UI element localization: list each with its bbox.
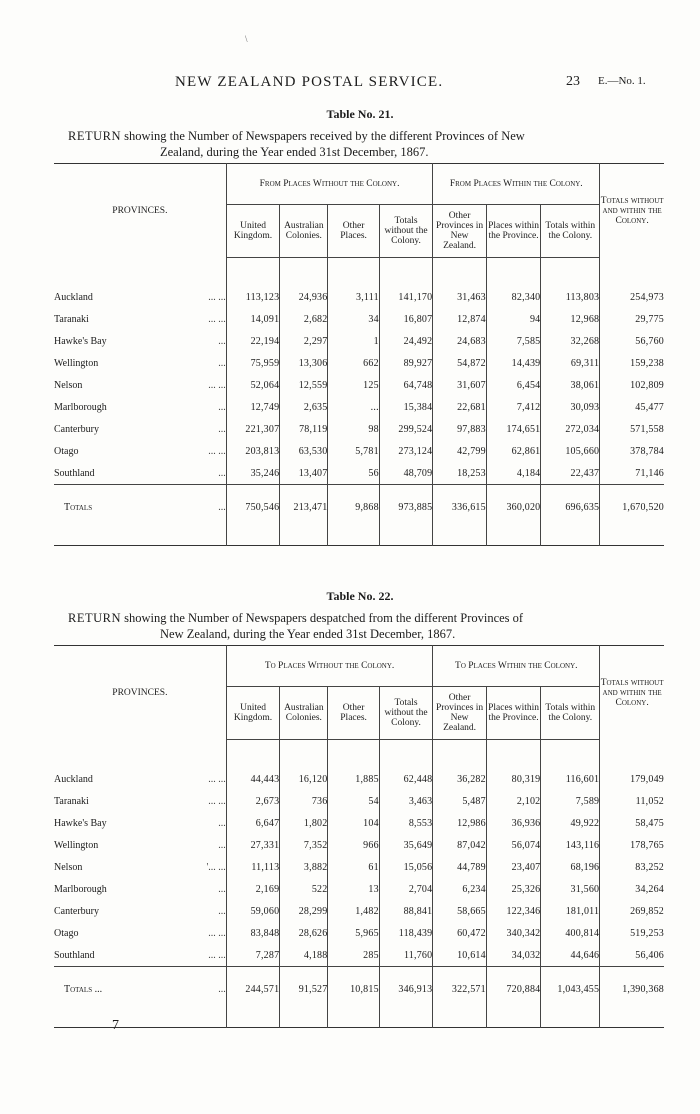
value-cell: 83,252 <box>600 856 664 878</box>
value-cell: 29,775 <box>600 308 664 330</box>
value-cell: 44,646 <box>541 944 600 967</box>
value-cell: 7,412 <box>486 396 541 418</box>
table-row <box>54 856 664 878</box>
value-cell: 571,558 <box>600 418 664 440</box>
table-row <box>54 944 664 967</box>
province-name: Canterbury <box>54 423 99 435</box>
value-cell: 58,475 <box>600 812 664 834</box>
col-totals-without: Totals without the Colony. <box>379 205 433 258</box>
province-name: Wellington <box>54 357 99 369</box>
value-cell: 2,635 <box>280 396 328 418</box>
leader-dots: ... <box>167 485 226 530</box>
value-cell: 1 <box>328 330 379 352</box>
table-row <box>54 330 664 352</box>
value-cell: 14,091 <box>226 308 280 330</box>
value-cell: 69,311 <box>541 352 600 374</box>
province-name: Wellington <box>54 839 99 851</box>
value-cell: 203,813 <box>226 440 280 462</box>
value-cell: 7,287 <box>226 944 280 967</box>
value-cell: 6,454 <box>486 374 541 396</box>
value-cell: 75,959 <box>226 352 280 374</box>
value-cell: 62,861 <box>486 440 541 462</box>
value-cell: 113,123 <box>226 286 280 308</box>
col-totals-within: Totals within the Colony. <box>541 687 600 740</box>
province-name: Canterbury <box>54 905 99 917</box>
value-cell: 44,443 <box>226 768 280 790</box>
value-cell: 1,670,520 <box>600 485 664 530</box>
value-cell: 32,268 <box>541 330 600 352</box>
table22-caption <box>0 589 700 642</box>
value-cell: 12,874 <box>433 308 487 330</box>
province-name: Otago <box>54 927 79 939</box>
value-cell: 94 <box>486 308 541 330</box>
value-cell: 59,060 <box>226 900 280 922</box>
table-row <box>54 374 664 396</box>
value-cell: 1,802 <box>280 812 328 834</box>
value-cell: 5,965 <box>328 922 379 944</box>
value-cell: 35,246 <box>226 462 280 485</box>
col-other-provinces: Other Provinces in New Zealand. <box>433 687 487 740</box>
leader-dots: ... ... <box>208 949 226 961</box>
value-cell: 15,384 <box>379 396 433 418</box>
province-name: Hawke's Bay <box>54 335 107 347</box>
provinces-header: PROVINCES. <box>112 687 168 698</box>
page-title: NEW ZEALAND POSTAL SERVICE. <box>175 74 444 90</box>
leader-dots: ... ... <box>208 795 226 807</box>
value-cell: 14,439 <box>486 352 541 374</box>
value-cell: 400,814 <box>541 922 600 944</box>
table22-number: Table No. 22. <box>326 589 394 603</box>
value-cell: 28,299 <box>280 900 328 922</box>
value-cell: 5,487 <box>433 790 487 812</box>
value-cell: 54,872 <box>433 352 487 374</box>
value-cell: 285 <box>328 944 379 967</box>
totals-row <box>54 485 664 530</box>
leader-dots: ... <box>218 817 226 829</box>
province-name: Nelson <box>54 861 83 873</box>
value-cell: 299,524 <box>379 418 433 440</box>
value-cell: 141,170 <box>379 286 433 308</box>
stray-mark: \ <box>245 34 248 44</box>
page-number: 23 <box>566 74 580 89</box>
value-cell: 30,093 <box>541 396 600 418</box>
value-cell: 31,607 <box>433 374 487 396</box>
group-header-within: From Places Within the Colony. <box>433 164 600 205</box>
value-cell: 244,571 <box>226 967 280 1012</box>
value-cell: 9,868 <box>328 485 379 530</box>
value-cell: 71,146 <box>600 462 664 485</box>
value-cell: 322,571 <box>433 967 487 1012</box>
value-cell: 56,406 <box>600 944 664 967</box>
return-word: RETURN <box>68 611 121 625</box>
table-tail <box>54 529 664 546</box>
value-cell: 7,585 <box>486 330 541 352</box>
totals-row <box>54 967 664 1012</box>
col-places-within: Places within the Province. <box>486 205 541 258</box>
value-cell: 122,346 <box>486 900 541 922</box>
group-header-without: To Places Without the Colony. <box>226 646 433 687</box>
table-row <box>54 900 664 922</box>
table-row <box>54 878 664 900</box>
value-cell: ... <box>328 396 379 418</box>
table-row <box>54 286 664 308</box>
value-cell: 105,660 <box>541 440 600 462</box>
value-cell: 91,527 <box>280 967 328 1012</box>
value-cell: 178,765 <box>600 834 664 856</box>
table21-return-line2: Zealand, during the Year ended 31st December, 1867. <box>160 145 429 159</box>
province-name: Otago <box>54 445 79 457</box>
totals-all-header: Totals without and within the Colony. <box>600 646 664 740</box>
value-cell: 346,913 <box>379 967 433 1012</box>
value-cell: 11,113 <box>226 856 280 878</box>
value-cell: 159,238 <box>600 352 664 374</box>
value-cell: 28,626 <box>280 922 328 944</box>
province-name: Auckland <box>54 773 93 785</box>
value-cell: 58,665 <box>433 900 487 922</box>
value-cell: 662 <box>328 352 379 374</box>
value-cell: 24,683 <box>433 330 487 352</box>
table22-return-line1: showing the Number of Newspapers despatched from the different Provinces of <box>124 611 524 625</box>
leader-dots: '... ... <box>206 861 226 873</box>
col-australian-colonies: Australian Colonies. <box>280 205 328 258</box>
value-cell: 272,034 <box>541 418 600 440</box>
province-name: Taranaki <box>54 313 89 325</box>
province-name: Southland <box>54 467 95 479</box>
value-cell: 118,439 <box>379 922 433 944</box>
value-cell: 1,390,368 <box>600 967 664 1012</box>
value-cell: 16,120 <box>280 768 328 790</box>
value-cell: 61 <box>328 856 379 878</box>
value-cell: 34 <box>328 308 379 330</box>
value-cell: 720,884 <box>486 967 541 1012</box>
province-name: Marlborough <box>54 401 107 413</box>
province-name: Totals <box>54 485 167 530</box>
value-cell: 340,342 <box>486 922 541 944</box>
value-cell: 44,789 <box>433 856 487 878</box>
table21-caption <box>0 107 700 160</box>
table-row <box>54 768 664 790</box>
table21-number: Table No. 21. <box>326 107 394 121</box>
value-cell: 750,546 <box>226 485 280 530</box>
provinces-header: PROVINCES. <box>112 205 168 216</box>
leader-dots: ... ... <box>208 291 226 303</box>
value-cell: 48,709 <box>379 462 433 485</box>
leader-dots: ... ... <box>208 379 226 391</box>
value-cell: 254,973 <box>600 286 664 308</box>
value-cell: 31,463 <box>433 286 487 308</box>
province-name: Southland <box>54 949 95 961</box>
value-cell: 6,234 <box>433 878 487 900</box>
value-cell: 113,803 <box>541 286 600 308</box>
table21-return-line1: showing the Number of Newspapers received by the different Provinces of New <box>124 129 525 143</box>
value-cell: 22,194 <box>226 330 280 352</box>
value-cell: 11,052 <box>600 790 664 812</box>
table22-return-text <box>0 610 700 642</box>
leader-dots: ... <box>218 335 226 347</box>
value-cell: 12,968 <box>541 308 600 330</box>
col-united-kingdom: United Kingdom. <box>226 205 280 258</box>
value-cell: 179,049 <box>600 768 664 790</box>
value-cell: 22,437 <box>541 462 600 485</box>
value-cell: 125 <box>328 374 379 396</box>
value-cell: 2,297 <box>280 330 328 352</box>
value-cell: 273,124 <box>379 440 433 462</box>
province-name: Taranaki <box>54 795 89 807</box>
leader-dots: ... ... <box>208 773 226 785</box>
document-reference: E.—No. 1. <box>598 75 646 87</box>
value-cell: 2,102 <box>486 790 541 812</box>
leader-dots: ... <box>167 967 226 1012</box>
value-cell: 336,615 <box>433 485 487 530</box>
value-cell: 80,319 <box>486 768 541 790</box>
leader-dots: ... ... <box>208 313 226 325</box>
value-cell: 143,116 <box>541 834 600 856</box>
table-row <box>54 834 664 856</box>
totals-all-header: Totals without and within the Colony. <box>600 164 664 258</box>
leader-dots: ... <box>218 467 226 479</box>
value-cell: 82,340 <box>486 286 541 308</box>
leader-dots: ... ... <box>208 927 226 939</box>
col-australian-colonies: Australian Colonies. <box>280 687 328 740</box>
value-cell: 104 <box>328 812 379 834</box>
value-cell: 11,760 <box>379 944 433 967</box>
table22-body <box>54 768 664 1028</box>
table21 <box>54 163 664 546</box>
col-other-places: Other Places. <box>328 687 379 740</box>
value-cell: 2,169 <box>226 878 280 900</box>
value-cell: 221,307 <box>226 418 280 440</box>
value-cell: 13,407 <box>280 462 328 485</box>
value-cell: 13 <box>328 878 379 900</box>
leader-dots: ... <box>218 401 226 413</box>
value-cell: 378,784 <box>600 440 664 462</box>
value-cell: 2,704 <box>379 878 433 900</box>
value-cell: 10,815 <box>328 967 379 1012</box>
table22 <box>54 645 664 1028</box>
value-cell: 45,477 <box>600 396 664 418</box>
leader-dots: ... <box>218 883 226 895</box>
leader-dots: ... <box>218 905 226 917</box>
return-word: RETURN <box>68 129 121 143</box>
group-header-within: To Places Within the Colony. <box>433 646 600 687</box>
value-cell: 7,589 <box>541 790 600 812</box>
value-cell: 181,011 <box>541 900 600 922</box>
value-cell: 696,635 <box>541 485 600 530</box>
value-cell: 36,936 <box>486 812 541 834</box>
province-name: Auckland <box>54 291 93 303</box>
value-cell: 24,492 <box>379 330 433 352</box>
value-cell: 87,042 <box>433 834 487 856</box>
col-other-places: Other Places. <box>328 205 379 258</box>
value-cell: 174,651 <box>486 418 541 440</box>
value-cell: 62,448 <box>379 768 433 790</box>
province-name: Marlborough <box>54 883 107 895</box>
value-cell: 4,188 <box>280 944 328 967</box>
value-cell: 15,056 <box>379 856 433 878</box>
value-cell: 269,852 <box>600 900 664 922</box>
province-name: Hawke's Bay <box>54 817 107 829</box>
value-cell: 8,553 <box>379 812 433 834</box>
col-other-provinces: Other Provinces in New Zealand. <box>433 205 487 258</box>
value-cell: 49,922 <box>541 812 600 834</box>
value-cell: 12,749 <box>226 396 280 418</box>
value-cell: 34,264 <box>600 878 664 900</box>
value-cell: 116,601 <box>541 768 600 790</box>
value-cell: 38,061 <box>541 374 600 396</box>
value-cell: 23,407 <box>486 856 541 878</box>
value-cell: 22,681 <box>433 396 487 418</box>
table-row <box>54 812 664 834</box>
value-cell: 3,463 <box>379 790 433 812</box>
value-cell: 2,673 <box>226 790 280 812</box>
value-cell: 24,936 <box>280 286 328 308</box>
value-cell: 18,253 <box>433 462 487 485</box>
value-cell: 2,682 <box>280 308 328 330</box>
col-totals-without: Totals without the Colony. <box>379 687 433 740</box>
col-totals-within: Totals within the Colony. <box>541 205 600 258</box>
value-cell: 56 <box>328 462 379 485</box>
value-cell: 360,020 <box>486 485 541 530</box>
value-cell: 1,043,455 <box>541 967 600 1012</box>
value-cell: 63,530 <box>280 440 328 462</box>
table-row <box>54 396 664 418</box>
value-cell: 54 <box>328 790 379 812</box>
table-row <box>54 440 664 462</box>
value-cell: 519,253 <box>600 922 664 944</box>
value-cell: 12,559 <box>280 374 328 396</box>
value-cell: 5,781 <box>328 440 379 462</box>
value-cell: 25,326 <box>486 878 541 900</box>
col-united-kingdom: United Kingdom. <box>226 687 280 740</box>
value-cell: 31,560 <box>541 878 600 900</box>
table-row <box>54 462 664 485</box>
value-cell: 83,848 <box>226 922 280 944</box>
table-row <box>54 418 664 440</box>
value-cell: 7,352 <box>280 834 328 856</box>
value-cell: 736 <box>280 790 328 812</box>
value-cell: 102,809 <box>600 374 664 396</box>
value-cell: 3,111 <box>328 286 379 308</box>
value-cell: 13,306 <box>280 352 328 374</box>
province-name: Nelson <box>54 379 83 391</box>
value-cell: 56,760 <box>600 330 664 352</box>
signature-mark: 7 <box>112 1018 119 1033</box>
value-cell: 88,841 <box>379 900 433 922</box>
leader-dots: ... <box>218 839 226 851</box>
value-cell: 64,748 <box>379 374 433 396</box>
running-head <box>0 74 700 94</box>
table-row <box>54 308 664 330</box>
value-cell: 966 <box>328 834 379 856</box>
group-header-without: From Places Without the Colony. <box>226 164 433 205</box>
table21-return-text <box>0 128 700 160</box>
table22-return-line2: New Zealand, during the Year ended 31st December, 1867. <box>160 627 456 641</box>
table21-body <box>54 286 664 546</box>
table-tail <box>54 1011 664 1028</box>
value-cell: 60,472 <box>433 922 487 944</box>
province-name: Totals ... <box>54 967 167 1012</box>
value-cell: 89,927 <box>379 352 433 374</box>
value-cell: 42,799 <box>433 440 487 462</box>
leader-dots: ... <box>218 423 226 435</box>
value-cell: 213,471 <box>280 485 328 530</box>
value-cell: 35,649 <box>379 834 433 856</box>
value-cell: 98 <box>328 418 379 440</box>
value-cell: 522 <box>280 878 328 900</box>
value-cell: 56,074 <box>486 834 541 856</box>
value-cell: 10,614 <box>433 944 487 967</box>
value-cell: 78,119 <box>280 418 328 440</box>
value-cell: 52,064 <box>226 374 280 396</box>
table-row <box>54 352 664 374</box>
col-places-within: Places within the Province. <box>486 687 541 740</box>
value-cell: 12,986 <box>433 812 487 834</box>
value-cell: 68,196 <box>541 856 600 878</box>
value-cell: 6,647 <box>226 812 280 834</box>
leader-dots: ... <box>218 357 226 369</box>
value-cell: 973,885 <box>379 485 433 530</box>
value-cell: 34,032 <box>486 944 541 967</box>
value-cell: 3,882 <box>280 856 328 878</box>
value-cell: 16,807 <box>379 308 433 330</box>
value-cell: 36,282 <box>433 768 487 790</box>
value-cell: 4,184 <box>486 462 541 485</box>
table-row <box>54 790 664 812</box>
value-cell: 1,482 <box>328 900 379 922</box>
table-row <box>54 922 664 944</box>
leader-dots: ... ... <box>208 445 226 457</box>
value-cell: 27,331 <box>226 834 280 856</box>
value-cell: 97,883 <box>433 418 487 440</box>
value-cell: 1,885 <box>328 768 379 790</box>
